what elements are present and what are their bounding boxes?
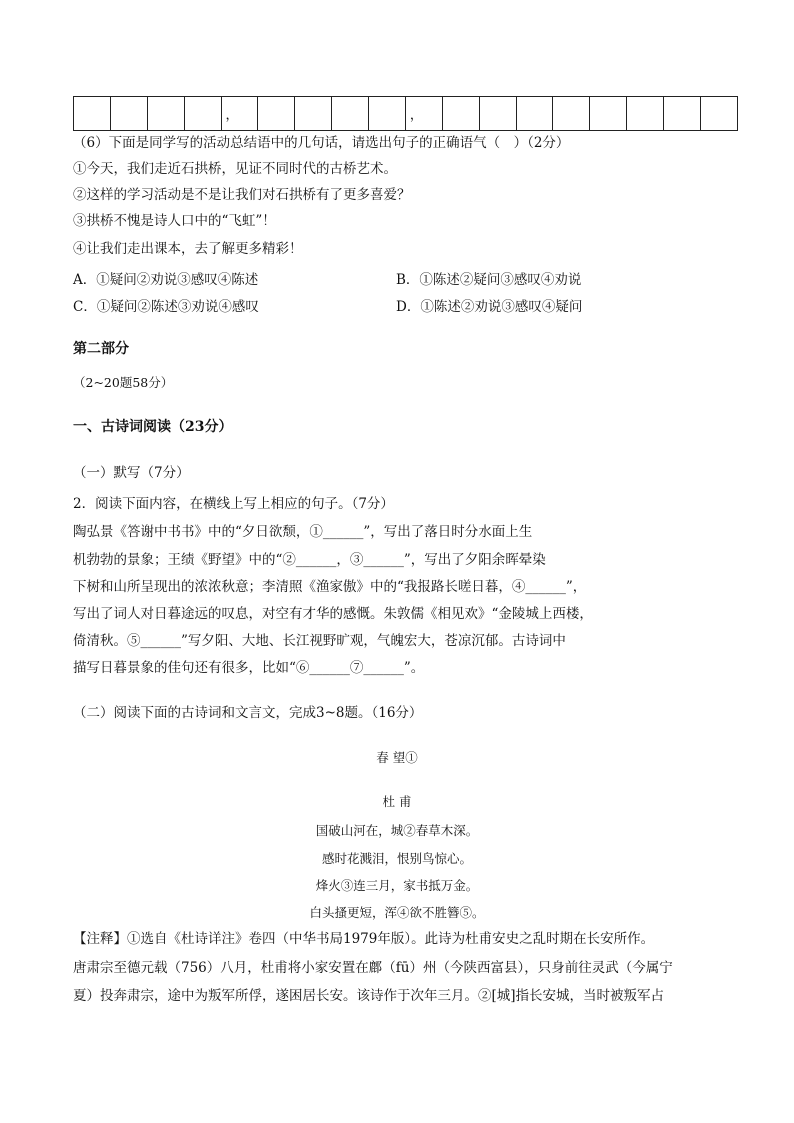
q2-line-4: 写出了词人对日暮途远的叹息，对空有才华的感慨。朱敦儒《相见欢》“金陵城上西楼， (73, 606, 593, 622)
poem-author: 杜 甫 (382, 794, 412, 809)
answer-grid-cell[interactable] (74, 97, 111, 131)
q6-sentence-4: ④让我们走出课本，去了解更多精彩！ (73, 241, 303, 257)
notes-line-3: 夏）投奔肃宗，途中为叛军所俘，遂困居长安。该诗作于次年三月。②[城]指长安城，当时被叛军占 (73, 988, 665, 1004)
q6-option-d[interactable]: D．①陈述②劝说③感叹④疑问 (396, 299, 583, 315)
answer-grid-cell[interactable] (479, 97, 516, 131)
part2-subtitle: （2~20题58分） (73, 375, 174, 390)
sub2-title: （二）阅读下面的古诗词和文言文，完成3~8题。（16分） (73, 705, 423, 721)
poem-line-2: 感时花溅泪，恨别鸟惊心。 (321, 851, 472, 866)
q6-sentence-3: ③拱桥不愧是诗人口中的“飞虹”！ (73, 213, 276, 229)
answer-grid-cell[interactable] (553, 97, 590, 131)
part2-title: 第二部分 (73, 341, 129, 357)
q2-line-2: 机勃勃的景象；王绩《野望》中的“②______，③______”，写出了夕阳余晖晕染 (73, 552, 546, 568)
answer-grid-cell[interactable] (258, 97, 295, 131)
answer-grid (73, 96, 738, 131)
q2-prompt: 2．阅读下面内容，在横线上写上相应的句子。（7分） (73, 496, 394, 512)
answer-grid-cell[interactable] (664, 97, 701, 131)
answer-grid-cell[interactable] (442, 97, 479, 131)
answer-grid-cell[interactable]: ， (405, 97, 442, 131)
answer-grid-cell[interactable] (184, 97, 221, 131)
answer-grid-cell[interactable] (295, 97, 332, 131)
notes-line-2: 唐肃宗至德元载（756）八月，杜甫将小家安置在鄜（fū）州（今陕西富县），只身前往灵武（今属宁 (73, 960, 673, 976)
q2-line-3: 下树和山所呈现出的浓浓秋意；李清照《渔家傲》中的“我报路长嗟日暮，④______”， (73, 579, 587, 595)
q2-line-6: 描写日暮景象的佳句还有很多，比如“⑥______⑦______”。 (73, 660, 425, 676)
answer-grid-cell[interactable] (110, 97, 147, 131)
q2-line-5: 倚清秋。⑤______”写夕阳、大地、长江视野旷观，气魄宏大，苍凉沉郁。古诗词中 (73, 633, 566, 649)
notes-line-1: 【注释】①选自《杜诗详注》卷四（中华书局1979年版）。此诗为杜甫安史之乱时期在长安所作。 (73, 931, 655, 947)
answer-grid-cell[interactable] (700, 97, 737, 131)
answer-grid-row (74, 97, 738, 131)
answer-grid-cell[interactable] (627, 97, 664, 131)
poem-title: 春 望① (376, 750, 418, 765)
q6-option-a[interactable]: A．①疑问②劝说③感叹④陈述 (73, 272, 259, 288)
answer-grid-cell[interactable] (590, 97, 627, 131)
poem-line-1: 国破山河在，城②春草木深。 (315, 823, 479, 838)
q6-sentence-2: ②这样的学习活动是不是让我们对石拱桥有了更多喜爱？ (73, 187, 411, 203)
answer-grid-cell[interactable] (516, 97, 553, 131)
q6-prompt: （6）下面是同学写的活动总结语中的几句话，请选出句子的正确语气（ ）（2分） (73, 135, 570, 151)
answer-grid-cell[interactable]: ， (221, 97, 258, 131)
q6-sentence-1: ①今天，我们走近石拱桥，见证不同时代的古桥艺术。 (73, 161, 397, 177)
answer-grid-cell[interactable] (147, 97, 184, 131)
answer-grid-cell[interactable] (332, 97, 369, 131)
q2-line-1: 陶弘景《答谢中书书》中的“夕日欲颓，①______”，写出了落日时分水面上生 (73, 524, 533, 540)
section1-title: 一、古诗词阅读（23分） (73, 419, 233, 435)
q6-option-b[interactable]: B．①陈述②疑问③感叹④劝说 (396, 272, 582, 288)
q6-option-c[interactable]: C．①疑问②陈述③劝说④感叹 (73, 299, 259, 315)
poem-line-4: 白头搔更短，浑④欲不胜簪⑤。 (309, 905, 485, 920)
answer-grid-cell[interactable] (369, 97, 406, 131)
sub1-title: （一）默写（7分） (73, 465, 190, 481)
poem-line-3: 烽火③连三月，家书抵万金。 (315, 878, 479, 893)
